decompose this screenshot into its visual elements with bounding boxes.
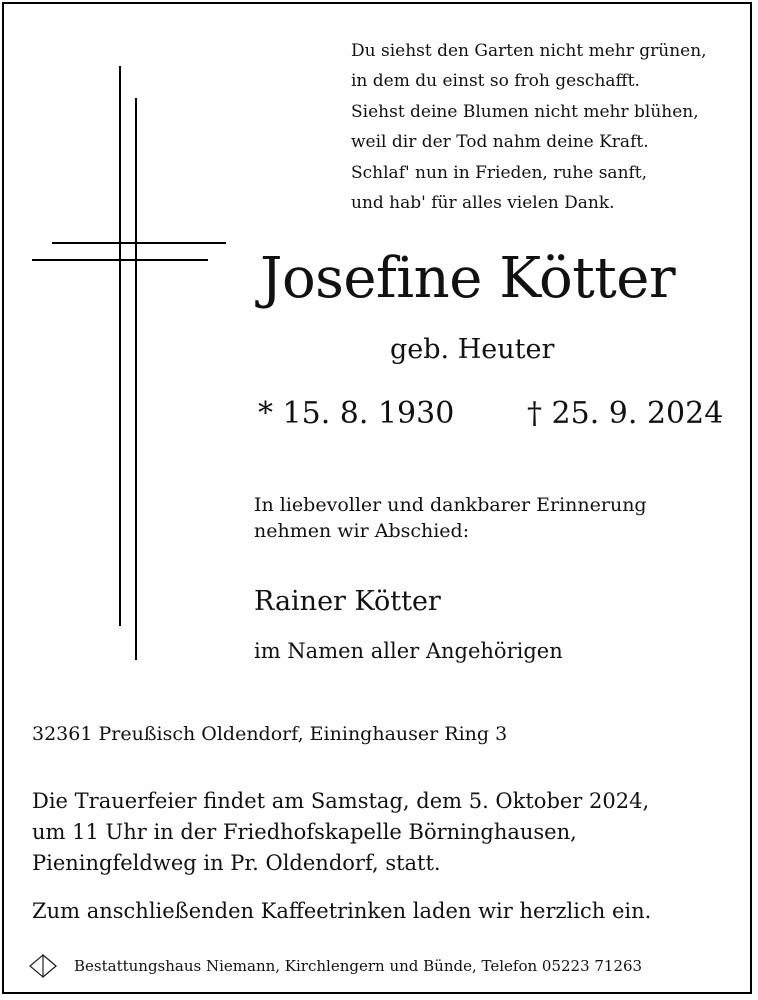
- memorial-poem: [351, 36, 707, 218]
- poem-line: und hab' für alles vielen Dank.: [351, 192, 615, 213]
- ceremony-line: um 11 Uhr in der Friedhofskapelle Börninghausen,: [32, 820, 577, 844]
- poem-line: Siehst deine Blumen nicht mehr blühen,: [351, 101, 699, 122]
- poem-line: in dem du einst so froh geschafft.: [351, 71, 640, 92]
- mourner-name: Rainer Kötter: [254, 586, 441, 617]
- ceremony-line: Die Trauerfeier findet am Samstag, dem 5. Oktober 2024,: [32, 789, 650, 813]
- poem-line: Du siehst den Garten nicht mehr grünen,: [351, 41, 707, 61]
- mourner-behalf: im Namen aller Angehörigen: [254, 639, 563, 663]
- intro-line: nehmen wir Abschied:: [254, 520, 470, 542]
- maiden-name: geb. Heuter: [390, 334, 555, 365]
- poem-line: weil dir der Tod nahm deine Kraft.: [351, 132, 649, 153]
- ceremony-line: Pieningfeldweg in Pr. Oldendorf, statt.: [32, 851, 441, 875]
- cross-horizontal-bottom: [32, 259, 208, 261]
- diamond-logo-icon: [26, 952, 66, 980]
- family-address: 32361 Preußisch Oldendorf, Eininghauser Ring 3: [32, 723, 508, 745]
- obituary-notice: [2, 2, 752, 994]
- funeral-home-info: Bestattungshaus Niemann, Kirchlengern und Bünde, Telefon 05223 71263: [74, 957, 643, 975]
- intro-line: In liebevoller und dankbarer Erinnerung: [254, 494, 647, 516]
- cross-horizontal-top: [52, 242, 226, 244]
- ceremony-details: [32, 786, 649, 879]
- coffee-invitation: Zum anschließenden Kaffeetrinken laden wir herzlich ein.: [32, 899, 652, 923]
- death-date: † 25. 9. 2024: [527, 396, 724, 431]
- cross-vertical-left: [119, 66, 121, 626]
- birth-date: * 15. 8. 1930: [258, 396, 455, 431]
- cross-vertical-right: [135, 98, 137, 660]
- deceased-name: Josefine Kötter: [260, 246, 676, 311]
- farewell-intro: [254, 492, 647, 544]
- poem-line: Schlaf' nun in Frieden, ruhe sanft,: [351, 162, 648, 183]
